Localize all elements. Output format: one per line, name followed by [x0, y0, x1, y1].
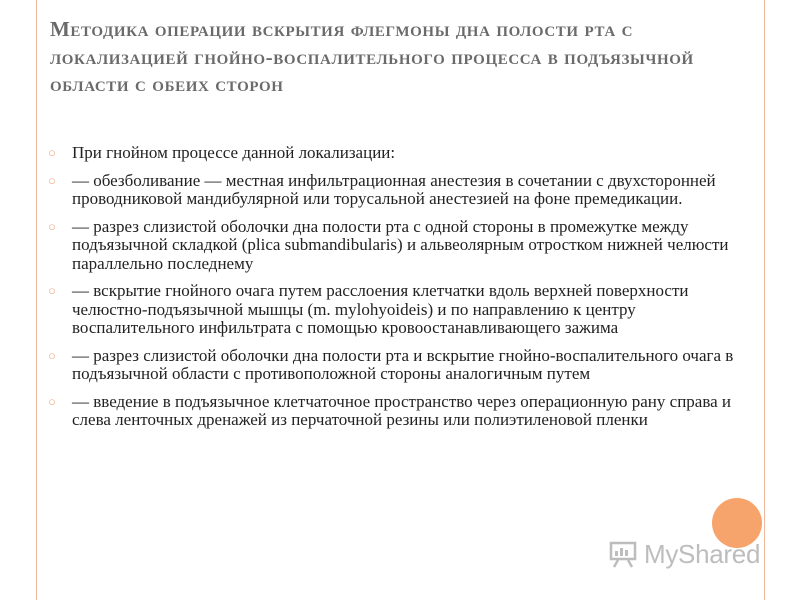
bullet-text: — разрез слизистой оболочки дна полости рта с одной стороны в промежутке между подъязычной складкой (plica submandibularis) и альвеолярным отростком нижней челюсти параллельно последнему: [72, 216, 729, 273]
list-item: [46, 144, 746, 163]
right-border-line: [764, 0, 765, 600]
bullet-text: — вскрытие гнойного очага путем расслоения клетчатки вдоль верхней поверхности челюстно-подъязычной мышцы (m. mylohyoideis) и по направлению к центру воспалительного инфильтрата с помощью кровоостанавливающего зажима: [72, 281, 689, 337]
list-item: [46, 282, 746, 338]
bullet-list: [46, 144, 746, 439]
ring-bullet-icon: ○: [48, 283, 56, 298]
watermark-logo: [608, 538, 760, 570]
slide-title: Методика операции вскрытия флегмоны дна полости рта с локализацией гнойно-воспалительного процесса в подъязычной области с обеих сторон: [50, 17, 694, 96]
ring-bullet-icon: ○: [48, 172, 56, 188]
left-border-line: [36, 0, 37, 600]
ring-bullet-icon: ○: [48, 145, 56, 160]
ring-bullet-icon: ○: [48, 218, 56, 234]
list-item: [46, 393, 746, 430]
bullet-text: — разрез слизистой оболочки дна полости рта и вскрытие гнойно-воспалительного очага в подъязычной области с противоположной стороны аналогичным путем: [72, 345, 734, 383]
bullet-text: При гнойном процессе данной локализации:: [72, 143, 396, 162]
list-item: [46, 172, 746, 209]
watermark-text: MyShared: [644, 538, 761, 569]
ring-bullet-icon: ○: [48, 347, 56, 363]
presentation-board-icon: [608, 539, 638, 569]
bullet-text: — введение в подъязычное клетчаточное пространство через операционную рану справа и слева ленточных дренажей из перчаточной резины или полиэтиленовой пленки: [72, 391, 732, 429]
ring-bullet-icon: ○: [48, 393, 56, 409]
bullet-text: — обезболивание — местная инфильтрационная анестезия в сочетании с двухсторонней проводниковой мандибулярной или торусальной анестезией на фоне премедикации.: [72, 170, 716, 208]
list-item: [46, 347, 746, 384]
list-item: [46, 218, 746, 274]
